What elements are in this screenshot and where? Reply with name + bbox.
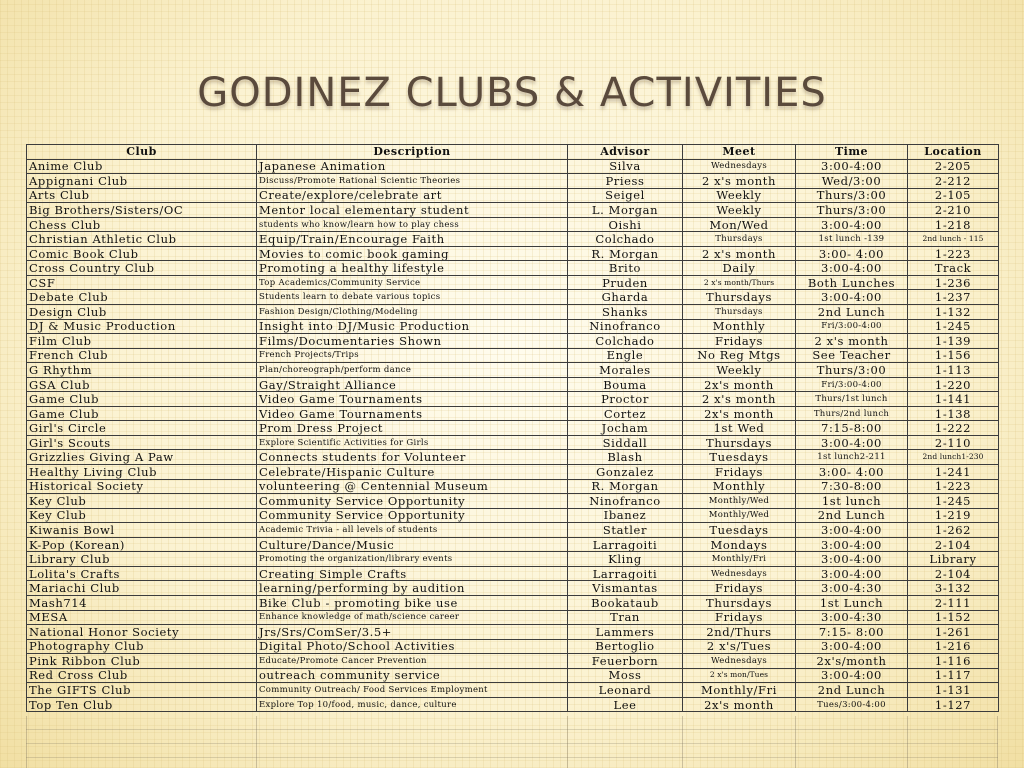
cell-advisor: Blash: [568, 450, 683, 465]
cell-club: Christian Athletic Club: [27, 232, 257, 247]
cell-club: Game Club: [27, 392, 257, 407]
table-row: [27, 261, 999, 276]
cell-location: 2-104: [908, 537, 999, 552]
cell-description: students who know/learn how to play chess: [257, 217, 568, 232]
column-header-meet: Meet: [683, 145, 796, 160]
cell-time: Thurs/3:00: [796, 188, 908, 203]
table-row: [27, 319, 999, 334]
cell-description: Educate/Promote Cancer Prevention: [257, 654, 568, 669]
cell-location: 1-262: [908, 523, 999, 538]
cell-advisor: Proctor: [568, 392, 683, 407]
cell-time: 2nd Lunch: [796, 683, 908, 698]
cell-time: 3:00-4:00: [796, 566, 908, 581]
cell-time: 3:00-4:30: [796, 610, 908, 625]
cell-location: 1-138: [908, 406, 999, 421]
column-header-time: Time: [796, 145, 908, 160]
cell-club: Cross Country Club: [27, 261, 257, 276]
cell-club: French Club: [27, 348, 257, 363]
cell-meet: Fridays: [683, 581, 796, 596]
cell-advisor: Colchado: [568, 232, 683, 247]
cell-description: Creating Simple Crafts: [257, 566, 568, 581]
cell-meet: Tuesdays: [683, 523, 796, 538]
cell-advisor: Gharda: [568, 290, 683, 305]
table-row: [27, 275, 999, 290]
cell-club: Lolita's Crafts: [27, 566, 257, 581]
cell-meet: 2 x's month/Thurs: [683, 275, 796, 290]
cell-meet: 2 x's mon/Tues: [683, 668, 796, 683]
cell-club: Anime Club: [27, 159, 257, 174]
cell-description: Explore Scientific Activities for Girls: [257, 435, 568, 450]
table-row: [27, 305, 999, 320]
cell-meet: Monthly: [683, 479, 796, 494]
cell-time: 1st Lunch: [796, 595, 908, 610]
cell-meet: Thursdays: [683, 305, 796, 320]
cell-club: GSA Club: [27, 377, 257, 392]
cell-advisor: Ninofranco: [568, 319, 683, 334]
cell-club: Debate Club: [27, 290, 257, 305]
cell-time: Thurs/3:00: [796, 363, 908, 378]
cell-location: 2-210: [908, 203, 999, 218]
cell-club: Healthy Living Club: [27, 465, 257, 480]
cell-time: 3:00-4:00: [796, 668, 908, 683]
cell-location: 1-132: [908, 305, 999, 320]
cell-club: Girl's Scouts: [27, 435, 257, 450]
cell-description: Enhance knowledge of math/science career: [257, 610, 568, 625]
cell-advisor: Colchado: [568, 334, 683, 349]
table-row: [27, 625, 999, 640]
cell-description: Community Service Opportunity: [257, 494, 568, 509]
cell-meet: Monthly/Wed: [683, 494, 796, 509]
cell-advisor: Larragoiti: [568, 537, 683, 552]
cell-advisor: Silva: [568, 159, 683, 174]
cell-description: French Projects/Trips: [257, 348, 568, 363]
cell-location: 1-131: [908, 683, 999, 698]
cell-time: Both Lunches: [796, 275, 908, 290]
cell-advisor: Shanks: [568, 305, 683, 320]
cell-advisor: R. Morgan: [568, 479, 683, 494]
cell-meet: Monthly/Fri: [683, 683, 796, 698]
cell-time: Wed/3:00: [796, 174, 908, 189]
table-row: [27, 552, 999, 567]
table-row: [27, 494, 999, 509]
cell-time: 1st lunch: [796, 494, 908, 509]
cell-advisor: Seigel: [568, 188, 683, 203]
cell-description: Movies to comic book gaming: [257, 246, 568, 261]
cell-location: 2-212: [908, 174, 999, 189]
table-row: [27, 421, 999, 436]
cell-meet: Mondays: [683, 537, 796, 552]
cell-club: Historical Society: [27, 479, 257, 494]
cell-club: DJ & Music Production: [27, 319, 257, 334]
cell-location: 2-205: [908, 159, 999, 174]
cell-time: 2nd Lunch: [796, 305, 908, 320]
cell-advisor: Morales: [568, 363, 683, 378]
cell-location: 1-220: [908, 377, 999, 392]
cell-description: Top Academics/Community Service: [257, 275, 568, 290]
table-row: [27, 465, 999, 480]
cell-description: Mentor local elementary student: [257, 203, 568, 218]
cell-location: 1-245: [908, 494, 999, 509]
table-row: [27, 697, 999, 712]
cell-description: Gay/Straight Alliance: [257, 377, 568, 392]
table-row: [27, 668, 999, 683]
cell-advisor: Priess: [568, 174, 683, 189]
table-row: [27, 377, 999, 392]
table-row: [27, 188, 999, 203]
table-body: [27, 159, 999, 712]
table-row: [27, 406, 999, 421]
cell-time: 7:15-8:00: [796, 421, 908, 436]
cell-time: 3:00- 4:00: [796, 465, 908, 480]
cell-meet: No Reg Mtgs: [683, 348, 796, 363]
cell-meet: 2x's month: [683, 406, 796, 421]
cell-description: Prom Dress Project: [257, 421, 568, 436]
cell-club: Arts Club: [27, 188, 257, 203]
cell-location: 1-261: [908, 625, 999, 640]
cell-club: Game Club: [27, 406, 257, 421]
cell-meet: Thursdays: [683, 232, 796, 247]
table-row: [27, 566, 999, 581]
cell-advisor: Tran: [568, 610, 683, 625]
slide-title: GODINEZ CLUBS & ACTIVITIES: [197, 70, 827, 116]
cell-location: 1-222: [908, 421, 999, 436]
cell-description: Films/Documentaries Shown: [257, 334, 568, 349]
cell-advisor: Oishi: [568, 217, 683, 232]
table-row: [27, 363, 999, 378]
cell-club: Appignani Club: [27, 174, 257, 189]
column-header-description: Description: [257, 145, 568, 160]
cell-meet: Tuesdays: [683, 450, 796, 465]
table-row: [27, 610, 999, 625]
cell-description: Equip/Train/Encourage Faith: [257, 232, 568, 247]
cell-description: Promoting a healthy lifestyle: [257, 261, 568, 276]
cell-meet: Thursdays: [683, 595, 796, 610]
cell-club: Mash714: [27, 595, 257, 610]
cell-description: Create/explore/celebrate art: [257, 188, 568, 203]
cell-advisor: Cortez: [568, 406, 683, 421]
cell-club: Top Ten Club: [27, 697, 257, 712]
cell-time: 3:00-4:30: [796, 581, 908, 596]
cell-club: Key Club: [27, 494, 257, 509]
cell-meet: Monthly: [683, 319, 796, 334]
cell-description: Community Outreach/ Food Services Employment: [257, 683, 568, 698]
cell-club: Girl's Circle: [27, 421, 257, 436]
cell-time: 7:15- 8:00: [796, 625, 908, 640]
cell-club: Kiwanis Bowl: [27, 523, 257, 538]
cell-location: 2-105: [908, 188, 999, 203]
cell-advisor: Kling: [568, 552, 683, 567]
cell-location: 1-245: [908, 319, 999, 334]
cell-meet: Fridays: [683, 334, 796, 349]
cell-meet: 2x's month: [683, 377, 796, 392]
cell-description: learning/performing by audition: [257, 581, 568, 596]
cell-location: 1-117: [908, 668, 999, 683]
cell-time: Fri/3:00-4:00: [796, 319, 908, 334]
cell-location: 2-110: [908, 435, 999, 450]
column-header-location: Location: [908, 145, 999, 160]
cell-time: 3:00-4:00: [796, 537, 908, 552]
cell-time: 3:00-4:00: [796, 523, 908, 538]
table-row: [27, 654, 999, 669]
cell-location: 2nd lunch1-230: [908, 450, 999, 465]
cell-location: 1-219: [908, 508, 999, 523]
cell-location: 1-218: [908, 217, 999, 232]
cell-time: Fri/3:00-4:00: [796, 377, 908, 392]
cell-advisor: Ibanez: [568, 508, 683, 523]
cell-meet: 2 x's month: [683, 174, 796, 189]
cell-advisor: Feuerborn: [568, 654, 683, 669]
cell-meet: Thursdays: [683, 290, 796, 305]
cell-time: 3:00-4:00: [796, 290, 908, 305]
cell-time: 3:00- 4:00: [796, 246, 908, 261]
cell-club: K-Pop (Korean): [27, 537, 257, 552]
cell-description: Bike Club - promoting bike use: [257, 595, 568, 610]
cell-advisor: Gonzalez: [568, 465, 683, 480]
table-row: [27, 435, 999, 450]
cell-meet: 2 x's month: [683, 392, 796, 407]
cell-advisor: Pruden: [568, 275, 683, 290]
cell-location: 1-156: [908, 348, 999, 363]
cell-club: Film Club: [27, 334, 257, 349]
table-row: [27, 683, 999, 698]
cell-advisor: R. Morgan: [568, 246, 683, 261]
table-row: [27, 334, 999, 349]
cell-location: 1-116: [908, 654, 999, 669]
cell-club: Pink Ribbon Club: [27, 654, 257, 669]
cell-advisor: Ninofranco: [568, 494, 683, 509]
cell-time: 2 x's month: [796, 334, 908, 349]
cell-club: Key Club: [27, 508, 257, 523]
cell-description: Digital Photo/School Activities: [257, 639, 568, 654]
cell-meet: 2 x's/Tues: [683, 639, 796, 654]
cell-meet: Weekly: [683, 188, 796, 203]
cell-description: Students learn to debate various topics: [257, 290, 568, 305]
cell-club: Red Cross Club: [27, 668, 257, 683]
cell-club: National Honor Society: [27, 625, 257, 640]
column-header-club: Club: [27, 145, 257, 160]
cell-description: Connects students for Volunteer: [257, 450, 568, 465]
table-row: [27, 537, 999, 552]
cell-location: 1-223: [908, 479, 999, 494]
cell-location: 1-152: [908, 610, 999, 625]
cell-club: CSF: [27, 275, 257, 290]
table-row: [27, 174, 999, 189]
cell-time: Thurs/2nd lunch: [796, 406, 908, 421]
cell-meet: 2 x's month: [683, 246, 796, 261]
table-row: [27, 217, 999, 232]
cell-advisor: Brito: [568, 261, 683, 276]
cell-description: Community Service Opportunity: [257, 508, 568, 523]
cell-location: 1-216: [908, 639, 999, 654]
cell-club: Comic Book Club: [27, 246, 257, 261]
table-row: [27, 203, 999, 218]
cell-advisor: Statler: [568, 523, 683, 538]
cell-time: Tues/3:00-4:00: [796, 697, 908, 712]
cell-description: Video Game Tournaments: [257, 392, 568, 407]
cell-meet: Weekly: [683, 203, 796, 218]
table-row: [27, 348, 999, 363]
cell-description: Discuss/Promote Rational Scientic Theories: [257, 174, 568, 189]
table-row: [27, 581, 999, 596]
table-row: [27, 523, 999, 538]
cell-time: 3:00-4:00: [796, 217, 908, 232]
cell-time: 3:00-4:00: [796, 159, 908, 174]
cell-advisor: Lammers: [568, 625, 683, 640]
cell-location: Library: [908, 552, 999, 567]
cell-description: Insight into DJ/Music Production: [257, 319, 568, 334]
cell-location: 1-237: [908, 290, 999, 305]
cell-meet: 2x's month: [683, 697, 796, 712]
cell-location: 1-127: [908, 697, 999, 712]
cell-time: 3:00-4:00: [796, 552, 908, 567]
cell-club: Chess Club: [27, 217, 257, 232]
cell-description: Explore Top 10/food, music, dance, culture: [257, 697, 568, 712]
cell-club: MESA: [27, 610, 257, 625]
cell-advisor: Bertoglio: [568, 639, 683, 654]
cell-description: Jrs/Srs/ComSer/3.5+: [257, 625, 568, 640]
cell-meet: Monthly/Fri: [683, 552, 796, 567]
cell-description: Fashion Design/Clothing/Modeling: [257, 305, 568, 320]
cell-meet: Wednesdays: [683, 566, 796, 581]
clubs-table: [26, 144, 999, 712]
cell-time: 7:30-8:00: [796, 479, 908, 494]
cell-location: 1-236: [908, 275, 999, 290]
table-row: [27, 290, 999, 305]
cell-advisor: Bookataub: [568, 595, 683, 610]
table-row: [27, 479, 999, 494]
empty-table-area: [26, 716, 998, 768]
cell-meet: Thursdays: [683, 435, 796, 450]
cell-time: Thurs/3:00: [796, 203, 908, 218]
cell-advisor: Lee: [568, 697, 683, 712]
table-row: [27, 392, 999, 407]
cell-advisor: Siddall: [568, 435, 683, 450]
cell-advisor: Engle: [568, 348, 683, 363]
cell-description: Celebrate/Hispanic Culture: [257, 465, 568, 480]
table-row: [27, 595, 999, 610]
cell-time: 3:00-4:00: [796, 261, 908, 276]
cell-meet: Wednesdays: [683, 159, 796, 174]
cell-location: 1-141: [908, 392, 999, 407]
cell-advisor: Larragoiti: [568, 566, 683, 581]
cell-time: See Teacher: [796, 348, 908, 363]
cell-description: Culture/Dance/Music: [257, 537, 568, 552]
table-row: [27, 159, 999, 174]
cell-meet: Daily: [683, 261, 796, 276]
cell-time: 1st lunch2-211: [796, 450, 908, 465]
cell-meet: 2nd/Thurs: [683, 625, 796, 640]
cell-club: Big Brothers/Sisters/OC: [27, 203, 257, 218]
table-row: [27, 246, 999, 261]
cell-meet: Wednesdays: [683, 654, 796, 669]
cell-location: Track: [908, 261, 999, 276]
cell-location: 1-139: [908, 334, 999, 349]
cell-advisor: L. Morgan: [568, 203, 683, 218]
cell-description: outreach community service: [257, 668, 568, 683]
cell-meet: Fridays: [683, 610, 796, 625]
cell-description: Japanese Animation: [257, 159, 568, 174]
column-header-advisor: Advisor: [568, 145, 683, 160]
cell-club: The GIFTS Club: [27, 683, 257, 698]
cell-advisor: Vismantas: [568, 581, 683, 596]
cell-time: 1st lunch -139: [796, 232, 908, 247]
table-header-row: [27, 145, 999, 160]
cell-advisor: Leonard: [568, 683, 683, 698]
cell-time: 3:00-4:00: [796, 639, 908, 654]
cell-time: 3:00-4:00: [796, 435, 908, 450]
cell-time: 2nd Lunch: [796, 508, 908, 523]
cell-meet: Fridays: [683, 465, 796, 480]
cell-description: Promoting the organization/library events: [257, 552, 568, 567]
cell-meet: Monthly/Wed: [683, 508, 796, 523]
table-row: [27, 508, 999, 523]
cell-club: Photography Club: [27, 639, 257, 654]
cell-advisor: Bouma: [568, 377, 683, 392]
cell-description: volunteering @ Centennial Museum: [257, 479, 568, 494]
cell-description: Plan/choreograph/perform dance: [257, 363, 568, 378]
cell-meet: Mon/Wed: [683, 217, 796, 232]
table-row: [27, 232, 999, 247]
cell-location: 1-113: [908, 363, 999, 378]
cell-club: Library Club: [27, 552, 257, 567]
cell-time: Thurs/1st lunch: [796, 392, 908, 407]
cell-location: 2nd lunch - 115: [908, 232, 999, 247]
cell-advisor: Moss: [568, 668, 683, 683]
cell-location: 1-241: [908, 465, 999, 480]
cell-description: Academic Trivia - all levels of students: [257, 523, 568, 538]
cell-meet: 1st Wed: [683, 421, 796, 436]
cell-club: G Rhythm: [27, 363, 257, 378]
table-row: [27, 639, 999, 654]
cell-location: 2-111: [908, 595, 999, 610]
cell-club: Design Club: [27, 305, 257, 320]
cell-time: 2x's/month: [796, 654, 908, 669]
cell-location: 2-104: [908, 566, 999, 581]
cell-advisor: Jocham: [568, 421, 683, 436]
cell-description: Video Game Tournaments: [257, 406, 568, 421]
cell-club: Mariachi Club: [27, 581, 257, 596]
cell-location: 1-223: [908, 246, 999, 261]
cell-location: 3-132: [908, 581, 999, 596]
cell-meet: Weekly: [683, 363, 796, 378]
cell-club: Grizzlies Giving A Paw: [27, 450, 257, 465]
table-row: [27, 450, 999, 465]
